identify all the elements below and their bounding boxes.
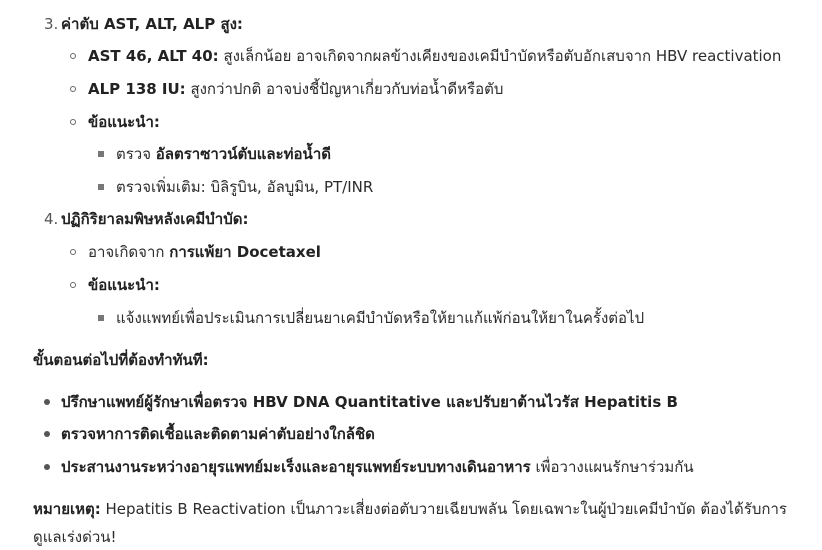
disc-bullet-icon [44,431,50,437]
item-number: 4. [44,210,59,228]
disc-bullet-icon [44,464,50,470]
sub-item-text: ข้อแนะนำ: [88,276,160,294]
sub-item-text: ข้อแนะนำ: [88,113,160,131]
circle-bullet-icon [70,282,76,288]
next-step-text: ประสานงานระหว่างอายุรแพทย์มะเร็งและอายุรแพทย์ระบบทางเดินอาหาร เพื่อวางแผนรักษาร่วมกัน [61,458,694,476]
circle-bullet-icon [70,53,76,59]
circle-bullet-icon [70,119,76,125]
square-bullet-icon [98,315,104,321]
square-bullet-icon [98,184,104,190]
note-text: หมายเหตุ: Hepatitis B Reactivation เป็นภาวะเสี่ยงต่อตับวายเฉียบพลัน โดยเฉพาะในผู้ป่วยเคมีบำบัด ต้องได้รับการ [33,500,787,518]
advice-text: ตรวจ อัลตราซาวน์ตับและท่อน้ำดี [116,145,331,163]
circle-bullet-icon [70,86,76,92]
advice-text: แจ้งแพทย์เพื่อประเมินการเปลี่ยนยาเคมีบำบัดหรือให้ยาแก้แพ้ก่อนให้ยาในครั้งต่อไป [116,309,645,327]
item-number: 3. [44,15,59,33]
item-title: ค่าตับ AST, ALT, ALP สูง: [61,15,243,33]
next-step-text: ตรวจหาการติดเชื้อและติดตามค่าตับอย่างใกล้ชิด [61,425,375,443]
sub-item-text: อาจเกิดจาก การแพ้ยา Docetaxel [88,243,321,261]
square-bullet-icon [98,151,104,157]
note-text: ดูแลเร่งด่วน! [33,528,117,546]
next-step-text: ปรึกษาแพทย์ผู้รักษาเพื่อตรวจ HBV DNA Quantitative และปรับยาต้านไวรัส Hepatitis B [61,393,678,411]
item-title: ปฏิกิริยาลมพิษหลังเคมีบำบัด: [61,210,249,228]
sub-item-text: AST 46, ALT 40: สูงเล็กน้อย อาจเกิดจากผลข้างเคียงของเคมีบำบัดหรือตับอักเสบจาก HBV reactivation [88,47,782,65]
advice-text: ตรวจเพิ่มเติม: บิลิรูบิน, อัลบูมิน, PT/INR [116,178,374,196]
disc-bullet-icon [44,399,50,405]
sub-item-text: ALP 138 IU: สูงกว่าปกติ อาจบ่งชี้ปัญหาเกี่ยวกับท่อน้ำดีหรือตับ [88,80,504,98]
circle-bullet-icon [70,249,76,255]
